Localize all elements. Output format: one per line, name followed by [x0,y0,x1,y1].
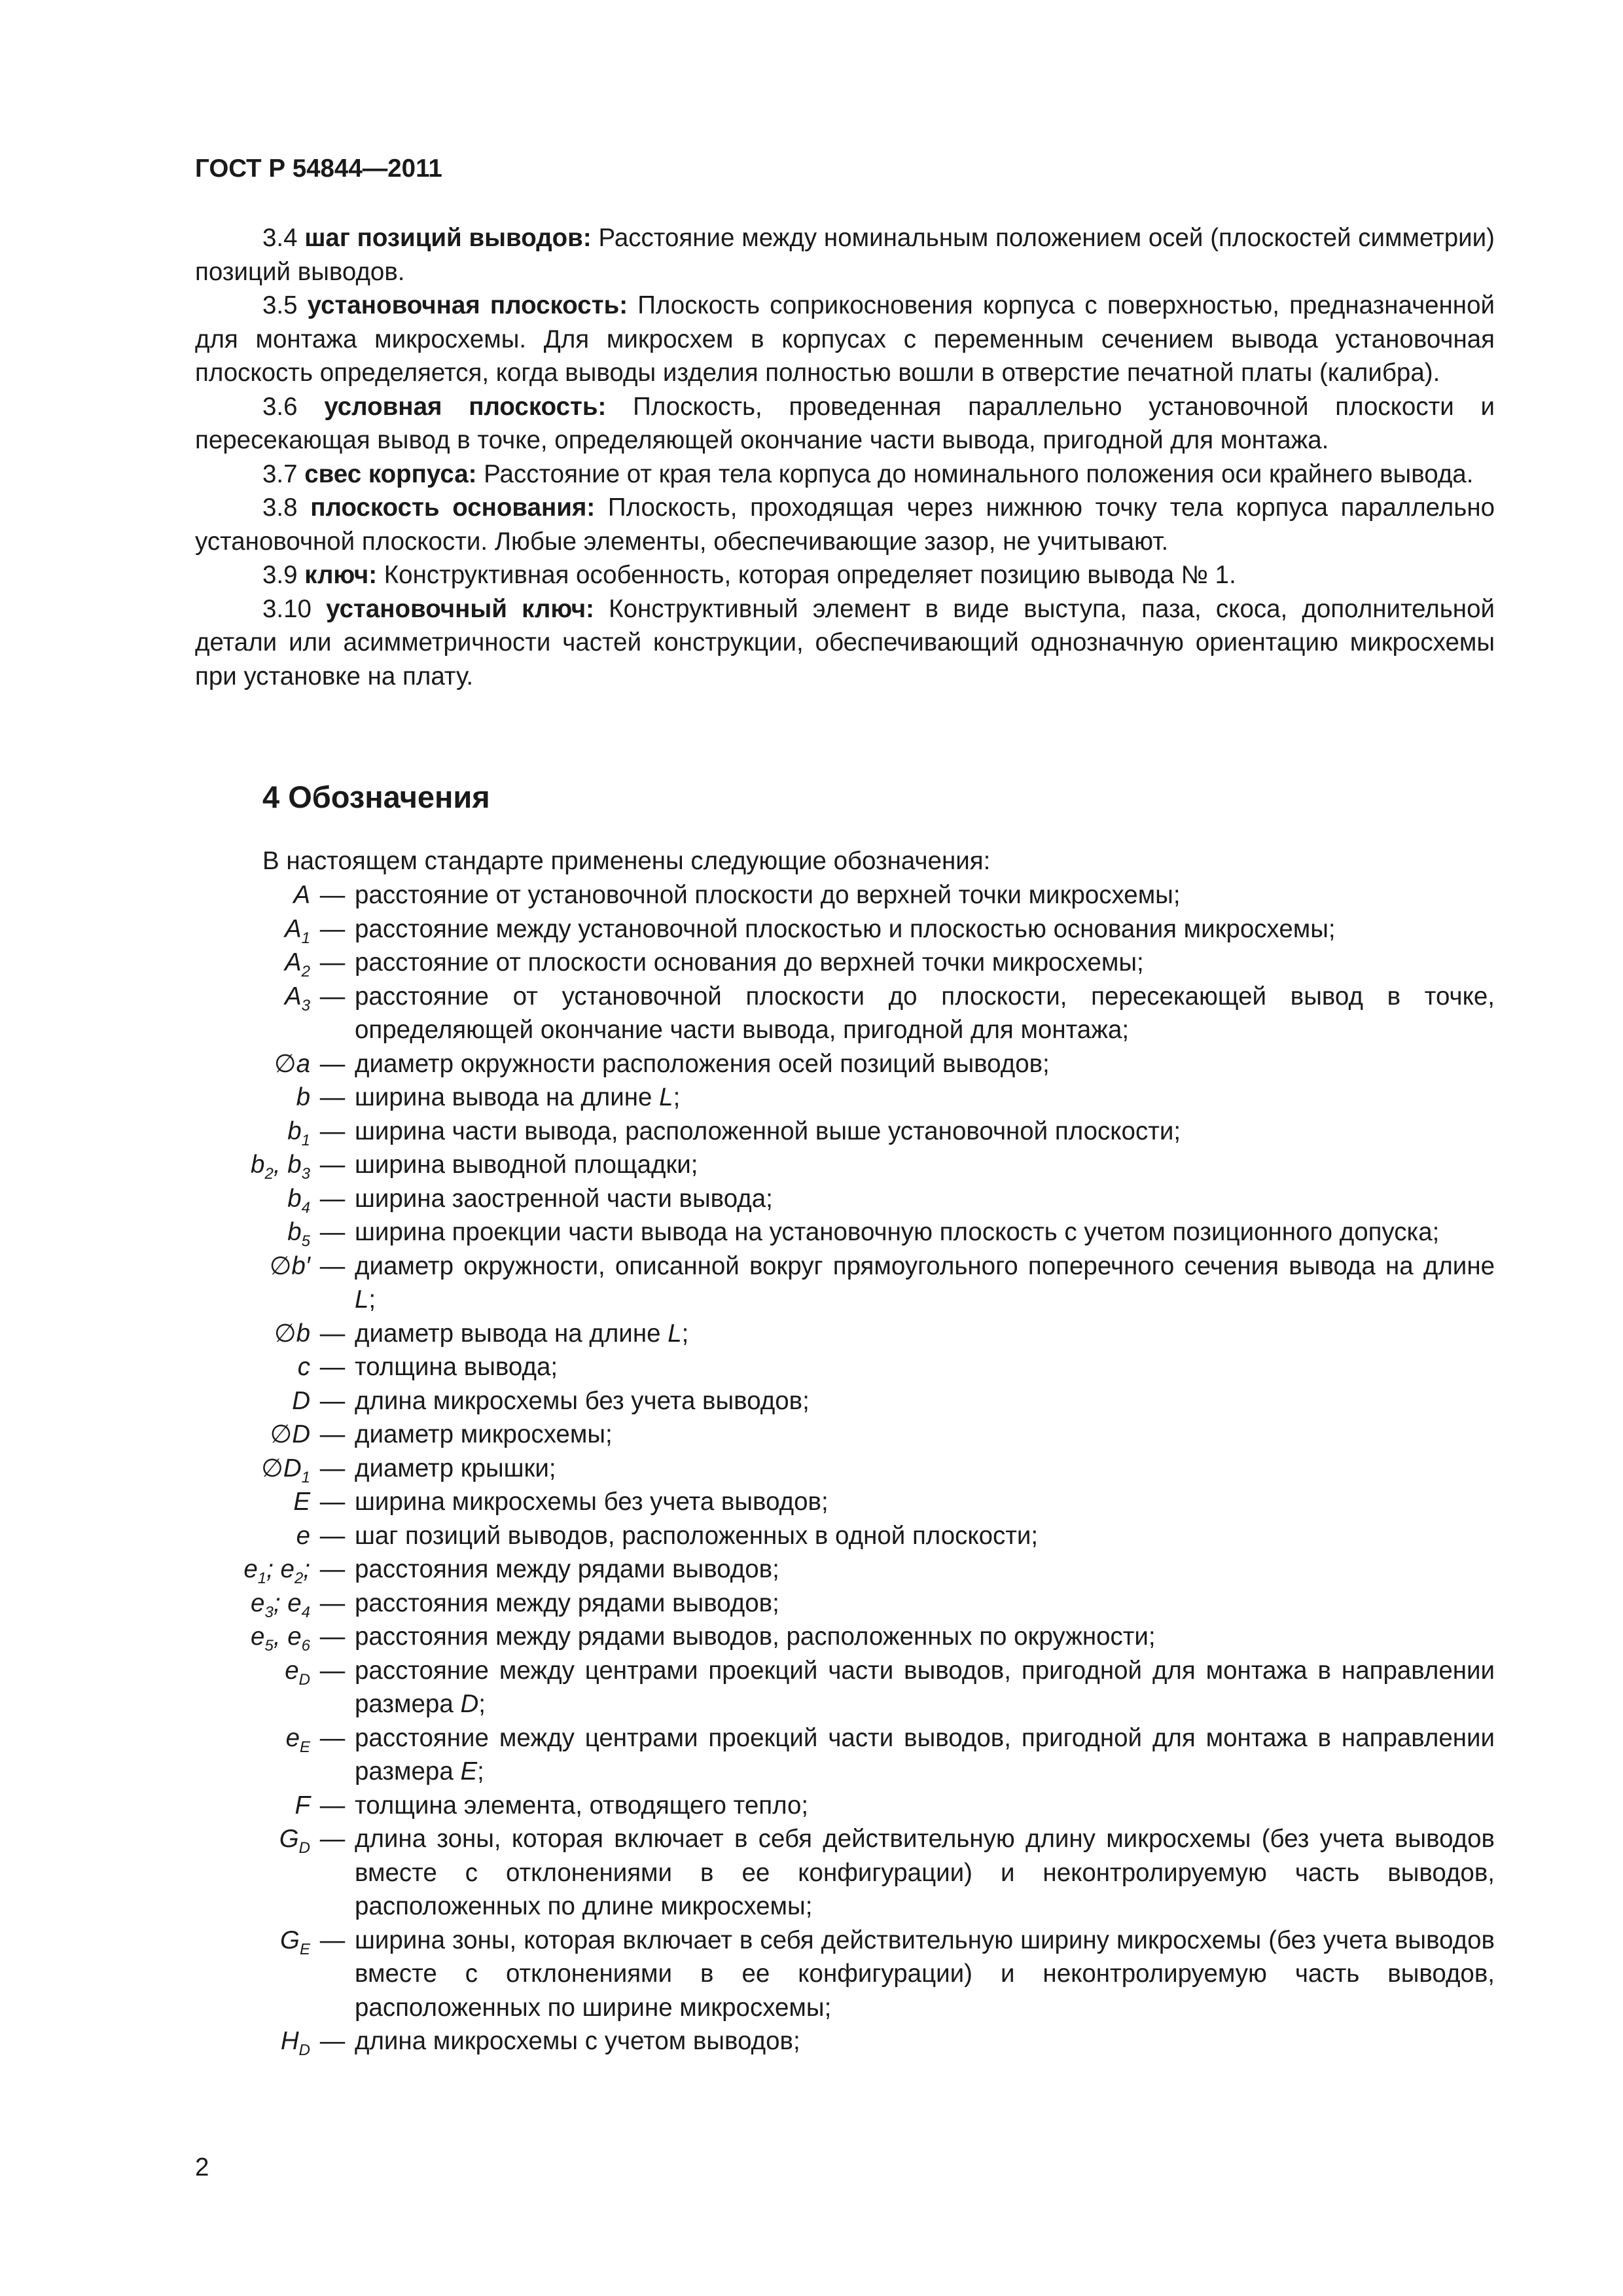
term-definition: Конструктивный элемент в виде выступа, паза, скоса, дополнительной детали или асимметричности частей конструкции, обеспечивающий однозначную ориентацию микросхемы при установке на плату. [195,594,1495,691]
symbol-letter: e [285,1723,300,1752]
em-dash: — [319,914,346,943]
symbol-subscript: D [298,2041,310,2059]
symbol-letter: ∅a [274,1049,310,1078]
symbol-letter: b [296,1083,310,1111]
symbol-letter: e [251,1588,265,1617]
symbol-description [355,912,1495,946]
description-punct: ; [478,1690,486,1718]
term-number: 3.6 [262,392,298,421]
em-dash: — [319,1420,346,1448]
symbol-letter: ; [303,1555,310,1583]
term-name: плоскость основания: [310,493,596,522]
term-name: свес корпуса: [304,459,477,488]
symbol-row [195,1215,1495,1249]
term-name: ключ: [304,561,378,589]
symbol-description [355,878,1495,912]
em-dash: — [319,1488,346,1516]
symbol-subscript: 1 [301,1131,310,1149]
symbol-description [355,1654,1495,1721]
symbol [195,1789,310,1823]
symbol-description [355,1350,1495,1384]
symbol [195,1721,310,1755]
symbol-letter: ; e [266,1555,294,1583]
symbol [195,1317,310,1351]
symbol-description [355,1317,1495,1351]
symbol-row [195,878,1495,912]
symbol-letter: e [296,1521,310,1550]
symbol-row [195,1182,1495,1216]
symbol-subscript: 1 [257,1570,267,1587]
em-dash: — [319,1521,346,1550]
symbol-row [195,1452,1495,1486]
term-definition: Плоскость соприкосновения корпуса с поверхностью, предназначенной для монтажа микросхемы. Для микросхем в корпусах с переменным сечением вывода установочная плоскость определяется, когда выводы изделия полностью вошли в отверстие печатной платы (калибра). [195,291,1495,387]
term-paragraph [195,558,1495,592]
em-dash: — [319,2027,346,2055]
symbol-description [355,1115,1495,1149]
em-dash: — [319,1319,346,1348]
description-text: ширина проекции части вывода на установочную плоскость с учетом позиционного допуска; [355,1218,1440,1246]
symbol-row [195,1620,1495,1654]
symbol-description [355,1822,1495,1924]
symbol-description [355,1620,1495,1654]
symbol-letter: A [284,914,302,943]
symbol [195,1384,310,1418]
description-text: шаг позиций выводов, расположенных в одной плоскости; [355,1521,1039,1550]
term-number: 3.9 [262,561,298,589]
symbol-subscript: 1 [301,929,310,947]
symbol-row [195,1249,1495,1317]
description-text: ширина вывода на длине [355,1083,652,1111]
symbol-row [195,1519,1495,1553]
symbol [195,912,310,946]
symbol-description [355,946,1495,980]
em-dash: — [319,1353,346,1381]
term-number: 3.10 [262,594,312,623]
em-dash: — [319,1825,346,1853]
em-dash: — [319,1218,346,1246]
symbol-letter: ∅D [270,1420,310,1448]
symbol-letter: ∅b [274,1319,310,1348]
symbol-subscript: 3 [301,996,310,1014]
description-text: диаметр микросхемы; [355,1420,613,1448]
term-paragraph [195,221,1495,289]
description-text: длина микросхемы с учетом выводов; [355,2027,800,2055]
symbol-letter: b [287,1218,302,1246]
symbol-subscript: 1 [301,1468,310,1486]
description-text: расстояния между рядами выводов; [355,1555,779,1583]
symbol [195,1249,310,1283]
symbol-description [355,1721,1495,1789]
term-paragraph [195,592,1495,694]
term-number: 3.5 [262,291,298,319]
description-text: расстояние от плоскости основания до верхней точки микросхемы; [355,948,1144,977]
description-text: ширина выводной площадки; [355,1151,698,1179]
symbol-letter: A [284,982,302,1011]
term-paragraph [195,390,1495,457]
symbol [195,1350,310,1384]
symbol [195,946,310,980]
term-definition: Расстояние между номинальным положением осей (плоскостей симметрии) позиций выводов. [195,224,1495,286]
symbol [195,1822,310,1856]
em-dash: — [319,1151,346,1179]
symbol-subscript: D [298,1670,310,1689]
symbol-row [195,1485,1495,1519]
symbol-letter: F [294,1791,310,1820]
symbol-description [355,1182,1495,1216]
description-variable: L [668,1319,682,1348]
em-dash: — [319,1623,346,1651]
em-dash: — [319,1555,346,1583]
description-text: диаметр окружности, описанной вокруг прямоугольного поперечного сечения вывода на длине [355,1251,1495,1280]
symbol-letter: G [280,1926,300,1954]
term-definition: Расстояние от края тела корпуса до номинального положения оси крайнего вывода. [484,459,1474,488]
em-dash: — [319,1117,346,1145]
document-code: ГОСТ Р 54844—2011 [195,154,442,183]
description-variable: L [355,1285,369,1314]
symbol-subscript: E [299,1738,310,1756]
em-dash: — [319,1723,346,1752]
symbol-row [195,946,1495,980]
symbol-row [195,1418,1495,1452]
symbol [195,878,310,912]
symbol [195,2024,310,2058]
symbol-subscript: E [299,1940,310,1958]
em-dash: — [319,881,346,909]
description-text: расстояние от установочной плоскости до плоскости, пересекающей вывод в точке, определяющей окончание части вывода, пригодной для монтажа; [355,982,1495,1044]
symbol-description [355,1148,1495,1182]
symbol [195,1115,310,1149]
description-text: расстояния между рядами выводов; [355,1588,779,1617]
symbol-letter: ∅b′ [269,1251,310,1280]
symbol-letter: A [284,948,302,977]
term-definition: Плоскость, проходящая через нижнюю точку тела корпуса параллельно установочной плоскости. Любые элементы, обеспечивающие зазор, не учитывают. [195,493,1495,556]
symbol-subscript: 3 [301,1165,310,1183]
symbol-row [195,1350,1495,1384]
symbol-row [195,1789,1495,1823]
description-text: диаметр крышки; [355,1454,556,1482]
symbol-letter: b [251,1151,265,1179]
symbol-row [195,1822,1495,1924]
symbol-subscript: 5 [301,1232,310,1250]
symbol-subscript: 6 [301,1637,310,1655]
symbol-letter: ; e [273,1588,302,1617]
symbol-row [195,1587,1495,1621]
symbol-letter: G [279,1825,299,1853]
em-dash: — [319,1454,346,1482]
em-dash: — [319,1184,346,1213]
symbol-subscript: 2 [264,1165,274,1183]
symbol [195,1519,310,1553]
section-intro: В настоящем стандарте применены следующие обозначения: [262,847,991,875]
symbol-letter: c [297,1353,310,1381]
term-name: шаг позиций выводов: [304,224,592,252]
term-paragraph [195,457,1495,492]
symbol [195,1552,310,1587]
symbol-description [355,1249,1495,1317]
symbol [195,1654,310,1688]
symbol-subscript: 2 [294,1570,304,1587]
description-text: ширина заостренной части вывода; [355,1184,773,1213]
symbol-description [355,1081,1495,1115]
symbol-row [195,1148,1495,1182]
symbol-row [195,1552,1495,1587]
symbol [195,1620,310,1654]
symbols-list [195,878,1495,2058]
symbol-row [195,1115,1495,1149]
symbol-row [195,980,1495,1047]
em-dash: — [319,1386,346,1415]
em-dash: — [319,1588,346,1617]
symbol [195,1587,310,1621]
em-dash: — [319,1926,346,1954]
symbol-subscript: 3 [264,1603,274,1621]
description-text: расстояние между центрами проекций части выводов, пригодной для монтажа в направлении размера [355,1723,1495,1785]
symbol [195,1047,310,1081]
symbol-row [195,1654,1495,1721]
symbol-description [355,1384,1495,1418]
symbol-description [355,1924,1495,2025]
description-text: расстояния между рядами выводов, расположенных по окружности; [355,1623,1156,1651]
em-dash: — [319,1049,346,1078]
symbol [195,1485,310,1519]
symbol [195,1418,310,1452]
symbol-subscript: 5 [264,1637,274,1655]
symbol-letter: ∅D [261,1454,302,1482]
description-variable: D [460,1690,479,1718]
em-dash: — [319,1656,346,1685]
symbol-letter: A [293,881,310,909]
term-number: 3.4 [262,224,298,252]
description-variable: E [460,1757,478,1785]
symbol-letter: E [293,1488,310,1516]
symbol-row [195,1047,1495,1081]
description-punct: ; [368,1285,376,1314]
em-dash: — [319,982,346,1011]
section-title: 4 Обозначения [262,780,490,814]
symbol-row [195,1081,1495,1115]
description-text: длина микросхемы без учета выводов; [355,1386,810,1415]
description-variable: L [659,1083,673,1111]
term-paragraph [195,491,1495,558]
symbol [195,980,310,1014]
term-definition: Конструктивная особенность, которая определяет позицию вывода № 1. [383,561,1236,589]
description-text: расстояние между установочной плоскостью и плоскостью основания микросхемы; [355,914,1336,943]
symbol-letter: H [280,2027,299,2055]
em-dash: — [319,948,346,977]
description-text: диаметр вывода на длине [355,1319,661,1348]
symbol-description [355,1519,1495,1553]
symbol-description [355,1485,1495,1519]
symbol-letter: , e [273,1623,302,1651]
symbol-row [195,1317,1495,1351]
symbol-row [195,1384,1495,1418]
symbol [195,1452,310,1486]
symbol [195,1924,310,1958]
symbol-letter: , b [273,1151,302,1179]
symbol-letter: b [287,1117,302,1145]
symbol-row [195,2024,1495,2058]
symbol-description [355,1452,1495,1486]
symbol-letter: e [285,1656,299,1685]
description-punct: ; [681,1319,689,1348]
symbol-row [195,912,1495,946]
symbol-subscript: 4 [301,1603,310,1621]
symbol [195,1215,310,1249]
description-text: расстояние между центрами проекций части выводов, пригодной для монтажа в направлении размера [355,1656,1495,1718]
symbol-letter: b [287,1184,302,1213]
symbol [195,1148,310,1182]
em-dash: — [319,1791,346,1820]
symbol-row [195,1721,1495,1789]
symbol [195,1182,310,1216]
symbol-subscript: 4 [301,1198,310,1217]
symbol-description [355,1587,1495,1621]
page-number: 2 [195,2153,209,2181]
term-number: 3.7 [262,459,298,488]
symbol-subscript: D [298,1839,310,1857]
description-punct: ; [673,1083,681,1111]
term-name: условная плоскость: [324,392,607,421]
em-dash: — [319,1083,346,1111]
description-text: толщина вывода; [355,1353,558,1381]
symbol-description [355,980,1495,1047]
symbol-description [355,1789,1495,1823]
symbol [195,1081,310,1115]
term-definition: Плоскость, проведенная параллельно установочной плоскости и пересекающая вывод в точке, определяющей окончание части вывода, пригодной для монтажа. [195,392,1495,454]
symbol-description [355,2024,1495,2058]
description-text: диаметр окружности расположения осей позиций выводов; [355,1049,1050,1078]
symbol-subscript: 2 [301,963,310,980]
term-name: установочная плоскость: [307,291,628,319]
description-punct: ; [477,1757,484,1785]
terms-list [195,221,1495,693]
symbol-letter: e [251,1623,265,1651]
description-text: ширина зоны, которая включает в себя действительную ширину микросхемы (без учета выводов вместе с отклонениями в ее конфигурации) и неконтролируемую часть выводов, расположенных по ширине микросхемы; [355,1926,1495,2022]
symbol-description [355,1418,1495,1452]
symbol-description [355,1215,1495,1249]
description-text: расстояние от установочной плоскости до верхней точки микросхемы; [355,881,1181,909]
term-name: установочный ключ: [326,594,594,623]
symbol-description [355,1552,1495,1587]
description-text: толщина элемента, отводящего тепло; [355,1791,809,1820]
symbol-row [195,1924,1495,2025]
description-text: ширина части вывода, расположенной выше установочной плоскости; [355,1117,1181,1145]
symbol-letter: e [243,1555,258,1583]
term-paragraph [195,289,1495,390]
em-dash: — [319,1251,346,1280]
symbol-description [355,1047,1495,1081]
description-text: ширина микросхемы без учета выводов; [355,1488,829,1516]
term-number: 3.8 [262,493,298,522]
description-text: длина зоны, которая включает в себя действительную длину микросхемы (без учета выводов вместе с отклонениями в ее конфигурации) и неконтролируемую часть выводов, расположенных по длине микросхемы; [355,1825,1495,1920]
symbol-letter: D [292,1386,310,1415]
